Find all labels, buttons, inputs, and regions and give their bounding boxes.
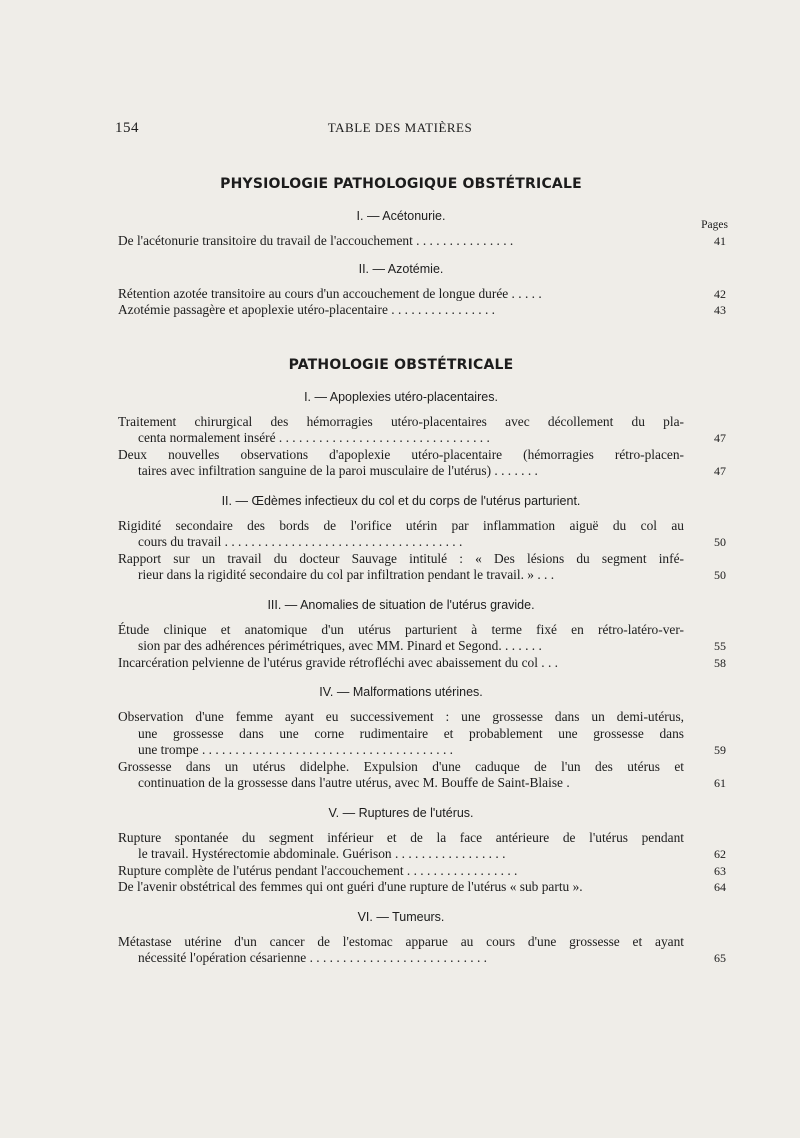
toc-entry-line: Observation d'une femme ayant eu successivement : une grossesse dans un demi-utérus, xyxy=(118,709,684,724)
page-number-ref: 55 xyxy=(714,639,726,653)
toc-entry xyxy=(118,517,726,551)
subsection-heading: VI. — Tumeurs. xyxy=(357,909,445,924)
toc-entry-line: Étude clinique et anatomique d'un utérus parturient à terme fixé en rétro-latéro-ver- xyxy=(118,621,684,637)
toc-entry-line: cours du travail . . . . . . . . . . . . . . . . . . . . . . . . . . . . . . . . . . . . 50 xyxy=(138,534,726,549)
toc-entry-line: le travail. Hystérectomie abdominale. Guérison . . . . . . . . . . . . . . . . . 62 xyxy=(138,846,726,861)
toc-entry-line: Incarcération pelvienne de l'utérus gravide rétrofléchi avec abaissement du col . . . 58 xyxy=(118,654,726,670)
page-number-ref: 50 xyxy=(714,568,726,582)
page-number-ref: 59 xyxy=(714,743,726,757)
toc-entry-line: Rétention azotée transitoire au cours d'un accouchement de longue durée . . . . . 42 xyxy=(118,285,726,301)
page-number-ref: 65 xyxy=(714,951,726,965)
toc-entry xyxy=(118,285,726,303)
toc-entry-line: Azotémie passagère et apoplexie utéro-placentaire . . . . . . . . . . . . . . . . 43 xyxy=(118,302,726,317)
toc-entry xyxy=(118,709,726,759)
toc-entry-line: Métastase utérine d'un cancer de l'estomac apparue au cours d'une grossesse et ayant xyxy=(118,933,684,949)
section-title: PATHOLOGIE OBSTÉTRICALE xyxy=(288,356,514,373)
page-number: 154 xyxy=(115,120,139,136)
toc-entry xyxy=(118,933,726,967)
toc-entry-line: De l'avenir obstétrical des femmes qui ont guéri d'une rupture de l'utérus « sub partu ». 64 xyxy=(118,879,726,894)
table-of-contents xyxy=(118,176,728,967)
toc-entry xyxy=(118,302,726,319)
toc-entry xyxy=(118,879,726,896)
toc-entry xyxy=(118,413,726,447)
toc-entry-line: nécessité l'opération césarienne . . . . . . . . . . . . . . . . . . . . . . . . . . . 65 xyxy=(138,950,726,965)
toc-entry xyxy=(118,829,726,863)
toc-entry-line: Rigidité secondaire des bords de l'orifice utérin par inflammation aiguë du col au xyxy=(118,517,684,533)
toc-entry xyxy=(118,446,726,480)
page-number-ref: 61 xyxy=(714,776,726,790)
page-number-ref: 43 xyxy=(714,303,726,317)
toc-entry-line: Grossesse dans un utérus didelphe. Expulsion d'une caduque de l'un des utérus et xyxy=(118,758,684,774)
pages-column-label: Pages xyxy=(701,219,728,231)
page-number-ref: 63 xyxy=(714,863,726,878)
page-number-ref: 50 xyxy=(714,535,726,549)
subsection-heading: II. — Azotémie. xyxy=(358,261,444,276)
toc-entry xyxy=(118,550,726,584)
subsection-heading: IV. — Malformations utérines. xyxy=(319,685,483,699)
toc-entry xyxy=(118,862,726,880)
toc-entry-line: Traitement chirurgical des hémorragies utéro-placentaires avec décollement du pla- xyxy=(118,413,684,429)
toc-entry-line: taires avec infiltration sanguine de la paroi musculaire de l'utérus) . . . . . . . 47 xyxy=(138,463,726,478)
page-header xyxy=(115,120,685,138)
subsection-heading: I. — Apoplexies utéro-placentaires. xyxy=(304,389,498,404)
subsection-heading: I. — Acétonurie. xyxy=(356,209,446,223)
page-number-ref: 64 xyxy=(714,880,726,894)
toc-entry-line: Rapport sur un travail du docteur Sauvage intitulé : « Des lésions du segment infé- xyxy=(118,550,684,566)
toc-entry-line: Deux nouvelles observations d'apoplexie utéro-placentaire (hémorragies rétro-placen- xyxy=(118,446,684,462)
toc-entry-line: sion par des adhérences périmétriques, avec MM. Pinard et Segond. . . . . . . 55 xyxy=(138,638,726,653)
toc-entry-line: une trompe . . . . . . . . . . . . . . . . . . . . . . . . . . . . . . . . . . . . . . 59 xyxy=(138,742,726,757)
toc-entry-line: continuation de la grossesse dans l'autre utérus, avec M. Bouffe de Saint-Blaise . 61 xyxy=(138,775,726,790)
toc-entry xyxy=(118,654,726,672)
toc-entry xyxy=(118,233,726,250)
page-number-ref: 41 xyxy=(714,234,726,248)
toc-entry-line: centa normalement inséré . . . . . . . . . . . . . . . . . . . . . . . . . . . . . . . . 47 xyxy=(138,430,726,445)
page-number-ref: 42 xyxy=(714,286,726,301)
page-number-ref: 47 xyxy=(714,431,726,445)
subsection-heading: V. — Ruptures de l'utérus. xyxy=(328,805,474,820)
section-title: PHYSIOLOGIE PATHOLOGIQUE OBSTÉTRICALE xyxy=(220,176,582,192)
subsection-heading: III. — Anomalies de situation de l'utérus gravide. xyxy=(267,597,535,612)
toc-entry-line: Rupture complète de l'utérus pendant l'accouchement . . . . . . . . . . . . . . . . . 63 xyxy=(118,862,726,878)
toc-entry-line: rieur dans la rigidité secondaire du col par infiltration pendant le travail. » . . . 50 xyxy=(138,567,726,582)
subsection-heading: II. — Œdèmes infectieux du col et du corps de l'utérus parturient. xyxy=(221,493,581,508)
toc-entry-line: Rupture spontanée du segment inférieur et de la face antérieure de l'utérus pendant xyxy=(118,829,684,845)
toc-entry xyxy=(118,621,726,655)
toc-entry-line: De l'acétonurie transitoire du travail de l'accouchement . . . . . . . . . . . . . . . 41 xyxy=(118,233,726,248)
page-number-ref: 58 xyxy=(714,655,726,670)
running-title: TABLE DES MATIÈRES xyxy=(327,120,473,135)
toc-entry xyxy=(118,758,726,792)
page-number-ref: 62 xyxy=(714,847,726,861)
page-number-ref: 47 xyxy=(714,464,726,478)
toc-entry-line: une grossesse dans une corne rudimentaire et probablement une grossesse dans xyxy=(138,725,684,741)
